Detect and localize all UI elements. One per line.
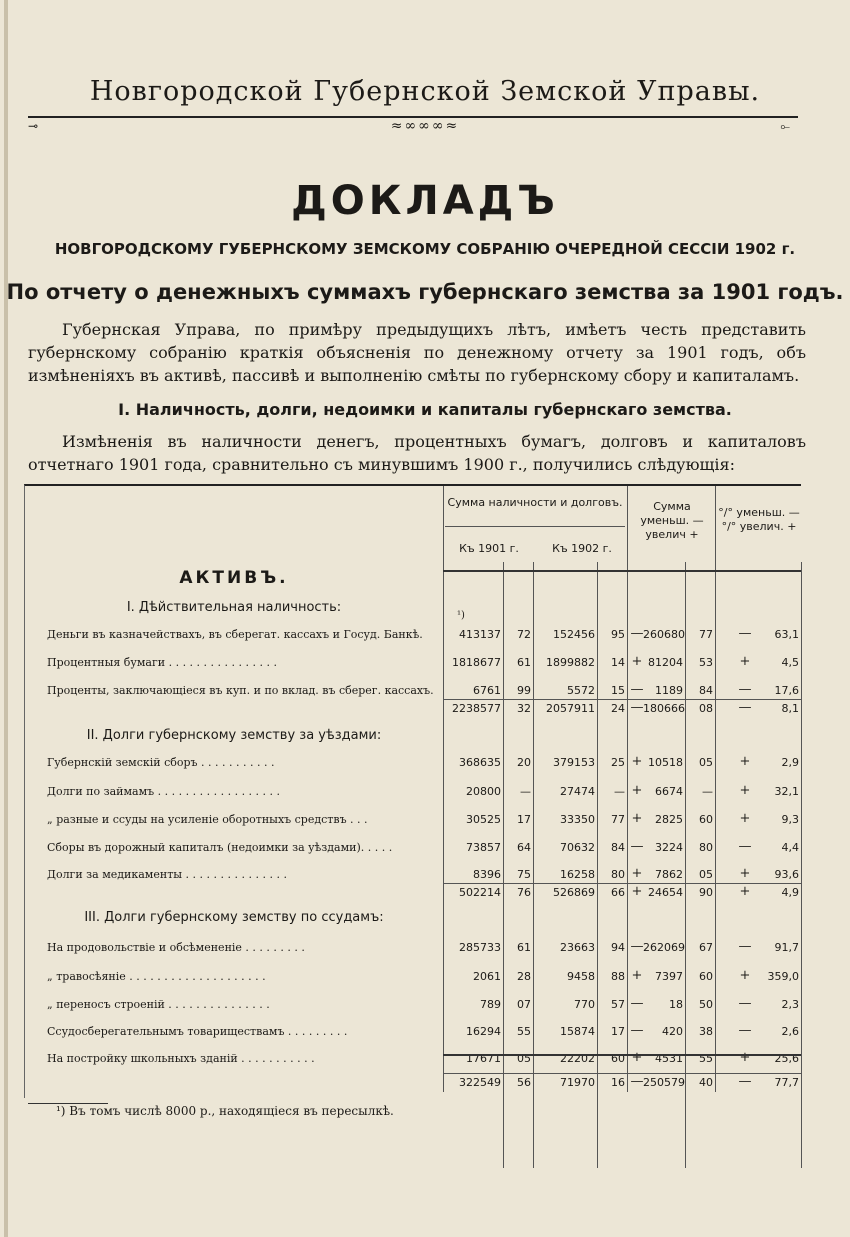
- intro-paragraph: Губернская Управа, по примѣру предыдущихъ лѣтъ, имѣетъ честь представить губернскому собранію краткія объясненія по денежному отчету за 1901 годъ, объ измѣненіяхъ въ активѣ, пассивѣ и выполненію смѣты по губернскому сбору и капиталамъ.: [28, 320, 806, 385]
- grid-vline: [801, 562, 802, 1168]
- table-row-chg: 7862: [655, 868, 683, 881]
- table-row-r1901: 8396: [473, 868, 501, 881]
- row-label: На постройку школьныхъ зданій . . . . . . . . . . .: [47, 1052, 315, 1065]
- table-row-k1902: 77: [611, 813, 625, 826]
- total-row-k1902: 24: [611, 702, 625, 715]
- table-row-sign: —: [630, 939, 644, 954]
- section-heading: I. Наличность, долги, недоимки и капиталы губернскаго земства.: [118, 400, 732, 419]
- table-row-pct: 25,6: [774, 1052, 799, 1065]
- footnote: ¹) Въ томъ числѣ 8000 р., находящіеся въ пересылкѣ.: [56, 1104, 394, 1118]
- table-row-chk: 80: [699, 841, 713, 854]
- table-row-chk: 05: [699, 756, 713, 769]
- table-row-k1902: 95: [611, 628, 625, 641]
- table-row-sign: —: [630, 626, 644, 641]
- table-row-pct: 2,3: [781, 998, 799, 1011]
- table-row-r1901: 17671: [466, 1052, 501, 1065]
- table-row-k1902: 88: [611, 970, 625, 983]
- grid-vline: [715, 486, 716, 1092]
- table-row-sign: +: [631, 754, 643, 769]
- table-row-r1901: 20800: [466, 785, 501, 798]
- total-row-r1901: 502214: [459, 886, 501, 899]
- total-row-pct: 8,1: [781, 702, 799, 715]
- table-row-percent-sign: —: [738, 839, 752, 854]
- row-label: Ссудосберегательнымъ товариществамъ . . . . . . . . .: [47, 1025, 348, 1038]
- table-row-pct: 2,6: [781, 1025, 799, 1038]
- table-row-r1901: 789: [480, 998, 501, 1011]
- table-row-r1901: 1818677: [452, 656, 501, 669]
- total-row-r1901: 2238577: [452, 702, 501, 715]
- total-row-sign: —: [630, 700, 644, 715]
- total-row-chk: 90: [699, 886, 713, 899]
- total-row-pct: 4,9: [781, 886, 799, 899]
- table-row-k1902: 14: [611, 656, 625, 669]
- row-label: Процентныя бумаги . . . . . . . . . . . . . . . .: [47, 656, 277, 669]
- table-row-sign: —: [630, 839, 644, 854]
- table-row-chg: 81204: [648, 656, 683, 669]
- total-row-pct: 77,7: [774, 1076, 799, 1089]
- table-row-r1902: 1899882: [546, 656, 595, 669]
- table-row-r1901: 368635: [459, 756, 501, 769]
- table-row-r1902: 770: [574, 998, 595, 1011]
- table-row-k1902: 84: [611, 841, 625, 854]
- table-row-percent-sign: +: [739, 783, 751, 798]
- table-row-chk: —: [702, 785, 713, 798]
- table-row-k1901: 28: [517, 970, 531, 983]
- total-row-percent-sign: +: [739, 884, 751, 899]
- table-row-percent-sign: +: [739, 1050, 751, 1065]
- table-row-r1901: 16294: [466, 1025, 501, 1038]
- table-row-k1901: 20: [517, 756, 531, 769]
- table-row-pct: 17,6: [774, 684, 799, 697]
- total-row-chk: 40: [699, 1076, 713, 1089]
- table-row-k1901: 61: [517, 941, 531, 954]
- table-row-r1902: 152456: [553, 628, 595, 641]
- total-row-k1901: 76: [517, 886, 531, 899]
- final-rule: [443, 1054, 801, 1056]
- total-row-r1902: 2057911: [546, 702, 595, 715]
- table-row-chg: 260680: [643, 628, 685, 641]
- head-1902: Къ 1902 г.: [552, 542, 612, 555]
- table-row-k1901: 17: [517, 813, 531, 826]
- table-row-percent-sign: +: [739, 968, 751, 983]
- head-change: Сумма уменьш. — увелич +: [640, 500, 704, 541]
- table-row-chg: 420: [662, 1025, 683, 1038]
- table-row-chg: 3224: [655, 841, 683, 854]
- table-row-pct: 4,5: [781, 656, 799, 669]
- table-row-chk: 05: [699, 868, 713, 881]
- head-1901: Къ 1901 г.: [459, 542, 519, 555]
- total-row-chg: 24654: [648, 886, 683, 899]
- table-row-chg: 4531: [655, 1052, 683, 1065]
- header-title: Новгородской Губернской Земской Управы.: [89, 76, 761, 107]
- table-row-chk: 60: [699, 970, 713, 983]
- table-row-chg: 262069: [643, 941, 685, 954]
- table-row-chg: 7397: [655, 970, 683, 983]
- table-row-pct: 9,3: [781, 813, 799, 826]
- head-percent: °/° уменьш. — °/° увелич. +: [718, 506, 800, 533]
- table-row-pct: 93,6: [774, 868, 799, 881]
- doklad-heading: ДОКЛАДЪ: [291, 178, 559, 224]
- table-row-chk: 53: [699, 656, 713, 669]
- table-row-percent-sign: —: [738, 996, 752, 1011]
- section-title-3: III. Долги губернскому земству по ссудамъ:: [84, 910, 384, 925]
- table-row-percent-sign: +: [739, 866, 751, 881]
- table-row-sign: +: [631, 811, 643, 826]
- row-label: „ травосѣяніе . . . . . . . . . . . . . . . . . . . .: [47, 970, 266, 983]
- table-row-r1902: 70632: [560, 841, 595, 854]
- row-label: Сборы въ дорожный капиталъ (недоимки за уѣздами). . . . .: [47, 841, 393, 854]
- table-row-chg: 2825: [655, 813, 683, 826]
- table-row-r1902: 5572: [567, 684, 595, 697]
- total-row-r1901: 322549: [459, 1076, 501, 1089]
- total-row-k1901: 56: [517, 1076, 531, 1089]
- table-row-k1902: 17: [611, 1025, 625, 1038]
- table-row-k1901: 75: [517, 868, 531, 881]
- table-row-r1901: 285733: [459, 941, 501, 954]
- row-label: Деньги въ казначействахъ, въ сберегат. кассахъ и Госуд. Банкѣ.: [47, 628, 423, 641]
- head-sum: Сумма наличности и долговъ.: [447, 496, 623, 509]
- table-row-chk: 38: [699, 1025, 713, 1038]
- subtitle: НОВГОРОДСКОМУ ГУБЕРНСКОМУ ЗЕМСКОМУ СОБРАНIЮ ОЧЕРЕДНОЙ СЕССIИ 1902 г.: [54, 240, 796, 258]
- table-row-chk: 50: [699, 998, 713, 1011]
- ornament-center: ≈∞∞∞≈: [390, 118, 460, 134]
- table-row-r1902: 9458: [567, 970, 595, 983]
- table-row-percent-sign: +: [739, 811, 751, 826]
- table-row-pct: 359,0: [767, 970, 799, 983]
- table-row-sign: —: [630, 1023, 644, 1038]
- table-row-percent-sign: —: [738, 626, 752, 641]
- table-row-sign: +: [631, 968, 643, 983]
- aktiv-table: [24, 484, 801, 1098]
- table-row-chg: 1189: [655, 684, 683, 697]
- table-row-percent-sign: —: [738, 1023, 752, 1038]
- table-row-r1902: 23663: [560, 941, 595, 954]
- table-row-sign: +: [631, 783, 643, 798]
- table-row-chk: 77: [699, 628, 713, 641]
- table-row-r1902: 379153: [553, 756, 595, 769]
- total-row-chg: 250579: [643, 1076, 685, 1089]
- row-label: Губернскій земскій сборъ . . . . . . . . . . .: [47, 756, 275, 769]
- row-label: Долги по займамъ . . . . . . . . . . . . . . . . . .: [47, 785, 281, 798]
- table-row-k1901: 99: [517, 684, 531, 697]
- section-title-2: II. Долги губернскому земству за уѣздами:: [86, 728, 382, 743]
- table-row-k1902: 60: [611, 1052, 625, 1065]
- table-row-sign: +: [631, 654, 643, 669]
- total-row-chk: 08: [699, 702, 713, 715]
- aktiv-title: АКТИВЪ.: [179, 568, 289, 588]
- table-row-k1901: 64: [517, 841, 531, 854]
- grid-vline: [627, 486, 628, 1092]
- grid-hline-header: [443, 570, 801, 572]
- table-row-r1902: 15874: [560, 1025, 595, 1038]
- ornament-right: ⟜: [780, 119, 790, 133]
- table-row-pct: 2,9: [781, 756, 799, 769]
- row-label: Долги за медикаменты . . . . . . . . . . . . . . .: [47, 868, 287, 881]
- table-row-k1901: 61: [517, 656, 531, 669]
- table-row-sign: +: [631, 866, 643, 881]
- table-row-r1901: 2061: [473, 970, 501, 983]
- table-row-chk: 60: [699, 813, 713, 826]
- grid-hline: [445, 526, 625, 527]
- table-row-pct: 32,1: [774, 785, 799, 798]
- total-row-r1902: 71970: [560, 1076, 595, 1089]
- table-row-percent-sign: +: [739, 654, 751, 669]
- table-row-chk: 55: [699, 1052, 713, 1065]
- row-label: „ разные и ссуды на усиленіе оборотныхъ средствъ . . .: [47, 813, 368, 826]
- total-row-percent-sign: —: [738, 700, 752, 715]
- table-row-k1902: —: [614, 785, 625, 798]
- total-row-r1902: 526869: [553, 886, 595, 899]
- table-row-chk: 84: [699, 684, 713, 697]
- row-label: Проценты, заключающіеся въ куп. и по вклад. въ сберег. кассахъ.: [47, 684, 434, 697]
- row-label: На продовольствіе и обсѣмененіе . . . . . . . . .: [47, 941, 305, 954]
- table-row-sign: —: [630, 682, 644, 697]
- total-row-k1902: 16: [611, 1076, 625, 1089]
- section-title-1: I. Дѣйствительная наличность:: [126, 600, 342, 615]
- table-row-percent-sign: —: [738, 682, 752, 697]
- table-row-r1902: 16258: [560, 868, 595, 881]
- table-row-r1902: 22202: [560, 1052, 595, 1065]
- table-row-k1901: 55: [517, 1025, 531, 1038]
- total-row-percent-sign: —: [738, 1074, 752, 1089]
- table-row-chg: 10518: [648, 756, 683, 769]
- table-row-pct: 91,7: [774, 941, 799, 954]
- table-row-sign: +: [631, 1050, 643, 1065]
- table-row-k1902: 94: [611, 941, 625, 954]
- table-row-k1901: 07: [517, 998, 531, 1011]
- table-row-pct: 63,1: [774, 628, 799, 641]
- table-row-r1901: 30525: [466, 813, 501, 826]
- table-row-percent-sign: +: [739, 754, 751, 769]
- table-row-r1901: 413137: [459, 628, 501, 641]
- table-row-percent-sign: —: [738, 939, 752, 954]
- total-row-sign: —: [630, 1074, 644, 1089]
- table-row-sign: —: [630, 996, 644, 1011]
- table-row-k1901: 05: [517, 1052, 531, 1065]
- table-row-r1902: 33350: [560, 813, 595, 826]
- table-row-k1901: 72: [517, 628, 531, 641]
- report-title: По отчету о денежныхъ суммахъ губернскаго земства за 1901 годъ.: [6, 280, 844, 304]
- table-row-k1902: 15: [611, 684, 625, 697]
- total-row-k1901: 32: [517, 702, 531, 715]
- row-label: „ переносъ строеній . . . . . . . . . . . . . . .: [47, 998, 270, 1011]
- table-row-chk: 67: [699, 941, 713, 954]
- table-row-r1901: 73857: [466, 841, 501, 854]
- total-row-sign: +: [631, 884, 643, 899]
- table-row-chg: 18: [669, 998, 683, 1011]
- table-row-r1902: 27474: [560, 785, 595, 798]
- table-row-k1902: 57: [611, 998, 625, 1011]
- table-row-r1901: 6761: [473, 684, 501, 697]
- table-row-k1902: 25: [611, 756, 625, 769]
- total-row-k1902: 66: [611, 886, 625, 899]
- table-row-pct: 4,4: [781, 841, 799, 854]
- ornament-left: ⊸: [28, 119, 39, 133]
- footnote-ref: ¹): [457, 610, 465, 621]
- table-row-k1902: 80: [611, 868, 625, 881]
- table-row-k1901: —: [520, 785, 531, 798]
- total-row-chg: 180666: [643, 702, 685, 715]
- changes-paragraph: Измѣненія въ наличности денегъ, процентныхъ бумагъ, долговъ и капиталовъ отчетнаго 1901 года, сравнительно съ минувшимъ 1900 г., получились слѣдующія:: [28, 432, 806, 474]
- table-row-chg: 6674: [655, 785, 683, 798]
